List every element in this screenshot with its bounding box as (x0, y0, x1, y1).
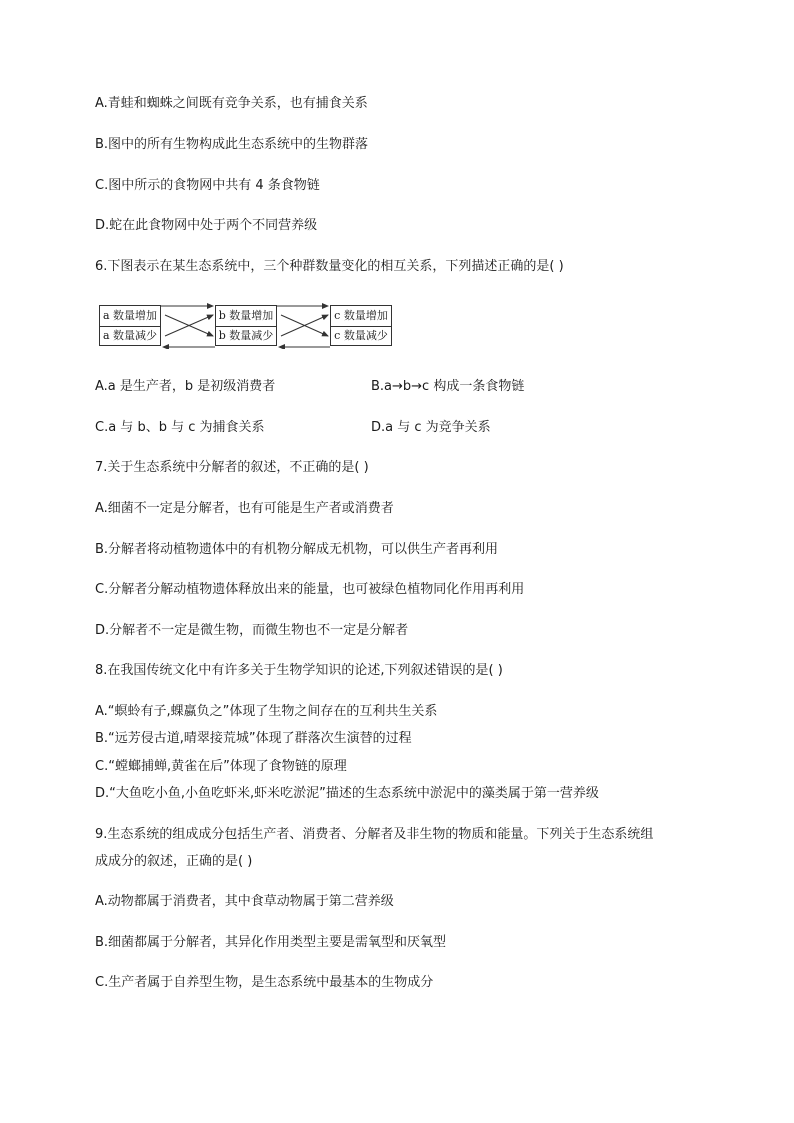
q9-option-a: A.动物都属于消费者，其中食草动物属于第二营养级 (95, 894, 394, 909)
q9-stem-line1: 9.生态系统的组成成分包括生产者、消费者、分解者及非生物的物质和能量。下列关于生态系统组 (95, 827, 654, 842)
box-c-increase: c 数量增加 (331, 306, 391, 327)
box-b-increase: b 数量增加 (216, 306, 276, 327)
q6-option-a: A.a 是生产者，b 是初级消费者 (95, 379, 276, 394)
q8-option-d: D.“大鱼吃小鱼,小鱼吃虾米,虾米吃淤泥”描述的生态系统中淤泥中的藻类属于第一营养级 (95, 786, 599, 801)
q7-option-c: C.分解者分解动植物遗体释放出来的能量，也可被绿色植物同化作用再利用 (95, 582, 525, 597)
q9-stem-line2: 成成分的叙述，正确的是( ) (95, 854, 253, 869)
q8-option-a: A.“螟蛉有子,蜾蠃负之”体现了生物之间存在的互利共生关系 (95, 704, 438, 719)
population-diagram (99, 303, 395, 349)
q8-option-b: B.“远芳侵古道,晴翠接荒城”体现了群落次生演替的过程 (95, 731, 412, 746)
box-a-decrease: a 数量减少 (102, 329, 158, 342)
q8-option-c: C.“螳螂捕蝉,黄雀在后”体现了食物链的原理 (95, 759, 347, 774)
q5-option-a: A.青蛙和蜘蛛之间既有竞争关系，也有捕食关系 (95, 96, 368, 111)
q6-option-b: B.a→b→c 构成一条食物链 (371, 379, 525, 394)
q6-stem: 6.下图表示在某生态系统中，三个种群数量变化的相互关系，下列描述正确的是( ) (95, 259, 564, 274)
q9-option-b: B.细菌都属于分解者，其异化作用类型主要是需氧型和厌氧型 (95, 935, 447, 950)
q9-option-c: C.生产者属于自养型生物，是生态系统中最基本的生物成分 (95, 975, 434, 990)
q7-stem: 7.关于生态系统中分解者的叙述，不正确的是( ) (95, 460, 369, 475)
box-b-decrease: b 数量减少 (218, 329, 274, 342)
q5-option-c: C.图中所示的食物网中共有 4 条食物链 (95, 178, 320, 193)
q7-option-a: A.细菌不一定是分解者，也有可能是生产者或消费者 (95, 501, 394, 516)
q8-stem: 8.在我国传统文化中有许多关于生物学知识的论述,下列叙述错误的是( ) (95, 663, 503, 678)
relation-arrows (99, 303, 395, 349)
q7-option-b: B.分解者将动植物遗体中的有机物分解成无机物，可以供生产者再利用 (95, 542, 499, 557)
q5-option-d: D.蛇在此食物网中处于两个不同营养级 (95, 218, 318, 233)
box-a-increase: a 数量增加 (100, 306, 160, 327)
q6-option-d: D.a 与 c 为竞争关系 (371, 420, 491, 435)
q6-option-c: C.a 与 b、b 与 c 为捕食关系 (95, 420, 265, 435)
q7-option-d: D.分解者不一定是微生物，而微生物也不一定是分解者 (95, 623, 409, 638)
box-c-decrease: c 数量减少 (334, 329, 388, 342)
q5-option-b: B.图中的所有生物构成此生态系统中的生物群落 (95, 137, 369, 152)
